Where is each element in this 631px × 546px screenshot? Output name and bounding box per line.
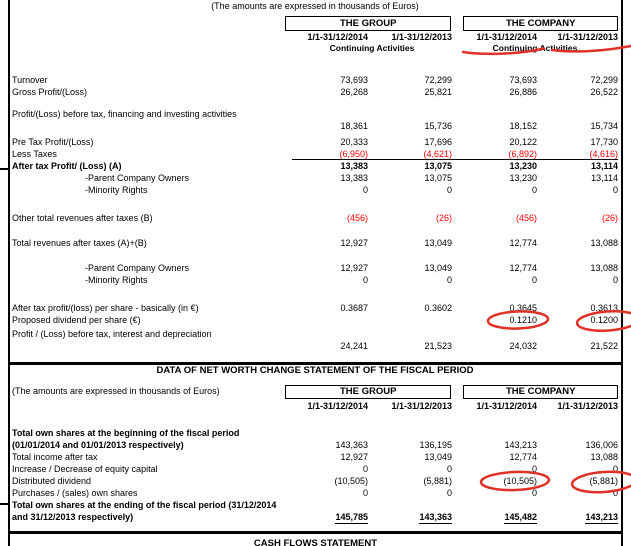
value: 21,522 — [590, 341, 618, 351]
row-label: After tax profit/(loss) per share - basically (in €) — [12, 303, 199, 313]
value: 143,363 — [335, 440, 368, 450]
value-cell — [452, 302, 537, 314]
value: 0 — [612, 464, 618, 474]
value: 143,213 — [585, 512, 618, 522]
row-label: Pre Tax Profit/(Loss) — [12, 137, 94, 147]
units-note: (The amounts are expressed in thousands of Euros) — [211, 1, 419, 11]
value-cell — [292, 487, 368, 499]
value-cell — [292, 184, 368, 196]
value: 15,734 — [590, 121, 618, 131]
value: 20,122 — [509, 137, 537, 147]
value: 0.3602 — [424, 303, 452, 313]
value: 72,299 — [590, 75, 618, 85]
value-cell — [452, 511, 537, 523]
period-header: 1/1-31/12/2013 — [557, 32, 618, 42]
spacer — [12, 196, 618, 212]
value-cell — [292, 439, 368, 451]
spacer — [12, 56, 618, 74]
value: (26) — [601, 213, 618, 223]
value: 136,006 — [585, 440, 618, 450]
table-row — [12, 328, 618, 340]
table-row — [12, 340, 618, 352]
value: 72,299 — [424, 75, 452, 85]
value-cell — [452, 74, 537, 86]
value: 24,241 — [340, 341, 368, 351]
value: 0 — [446, 488, 452, 498]
value: 0.1210 — [509, 315, 537, 325]
row-label: Proposed dividend per share (€) — [12, 315, 141, 325]
value: 13,230 — [509, 161, 537, 171]
value-cell — [537, 212, 618, 224]
spacer — [12, 43, 292, 56]
value-cell — [537, 451, 618, 463]
value-cell — [368, 511, 452, 523]
table-row — [12, 302, 618, 314]
value-cell — [368, 120, 452, 132]
value-cell — [368, 439, 452, 451]
value: 13,049 — [424, 452, 452, 462]
table-row — [12, 184, 618, 196]
row-label: Purchases / (sales) own shares — [12, 488, 138, 498]
value-cell — [368, 314, 452, 326]
value: (6,950) — [339, 149, 368, 159]
value: 0 — [612, 275, 618, 285]
table-row — [12, 499, 618, 511]
value: 0 — [612, 185, 618, 195]
value-cell — [452, 237, 537, 249]
value: 0.3645 — [509, 303, 537, 313]
value-cell — [368, 340, 452, 352]
net-worth-rows — [12, 412, 618, 523]
income-rows — [12, 56, 618, 352]
value: 0 — [446, 275, 452, 285]
value: 13,383 — [340, 161, 368, 171]
value-cell — [452, 274, 537, 286]
value-cell — [452, 172, 537, 184]
statement-content — [12, 0, 618, 523]
value: 0 — [362, 275, 368, 285]
value: 26,886 — [509, 87, 537, 97]
value-cell — [452, 148, 537, 160]
value: 25,821 — [424, 87, 452, 97]
value: 17,696 — [424, 137, 452, 147]
value: (4,621) — [423, 149, 452, 159]
value: 13,075 — [424, 161, 452, 171]
value: 12,774 — [509, 452, 537, 462]
section-separator-line — [8, 362, 623, 365]
period-header-row — [12, 400, 618, 412]
left-border-line — [8, 0, 10, 546]
spacer — [12, 31, 292, 43]
value-cell — [537, 184, 618, 196]
table-row — [12, 212, 618, 224]
column-group-headers — [12, 385, 618, 400]
table-row — [12, 172, 618, 184]
spacer — [12, 412, 618, 427]
table-row — [12, 108, 618, 120]
value-cell — [368, 451, 452, 463]
value: 0.3613 — [590, 303, 618, 313]
income-table — [12, 0, 618, 352]
spacer — [12, 249, 618, 262]
row-label: Total own shares at the beginning of the fiscal period — [12, 428, 240, 438]
value: 13,088 — [590, 452, 618, 462]
table-row — [12, 74, 618, 86]
value-cell — [537, 314, 618, 326]
value-cell — [368, 463, 452, 475]
value: 0 — [531, 185, 537, 195]
value: 13,088 — [590, 263, 618, 273]
value-cell — [537, 86, 618, 98]
table-row — [12, 120, 618, 132]
value-cell — [537, 262, 618, 274]
row-label: and 31/12/2013 respectively) — [12, 512, 134, 522]
section-title: DATA OF NET WORTH CHANGE STATEMENT OF THE FISCAL PERIOD — [156, 365, 474, 376]
value: 13,114 — [591, 173, 618, 183]
value: 0 — [446, 464, 452, 474]
value-cell — [292, 74, 368, 86]
value-cell — [452, 314, 537, 326]
spacer — [12, 400, 292, 412]
value-cell — [537, 120, 618, 132]
value: 0 — [531, 488, 537, 498]
table-row — [12, 439, 618, 451]
value: 0 — [362, 464, 368, 474]
value-cell — [452, 136, 537, 148]
value-cell — [452, 86, 537, 98]
row-label: After tax Profit/ (Loss) (A) — [12, 161, 122, 171]
value-cell — [537, 172, 618, 184]
value: 26,268 — [340, 87, 368, 97]
value-cell — [537, 511, 618, 523]
table-row — [12, 463, 618, 475]
value-cell — [292, 302, 368, 314]
value: 13,075 — [424, 173, 452, 183]
value-cell — [292, 340, 368, 352]
value-cell — [452, 340, 537, 352]
row-label: -Minority Rights — [85, 185, 148, 195]
value: 0 — [531, 464, 537, 474]
value: 15,736 — [424, 121, 452, 131]
value: 12,774 — [509, 263, 537, 273]
table-row — [12, 427, 618, 439]
group-header-box: THE GROUP — [285, 16, 451, 31]
value-cell — [292, 212, 368, 224]
value: 12,774 — [509, 238, 537, 248]
row-label: (01/01/2014 and 01/01/2013 respectively) — [12, 440, 184, 450]
units-note: (The amounts are expressed in thousands of Euros) — [12, 386, 220, 396]
value-cell — [537, 160, 618, 172]
table-row — [12, 314, 618, 326]
value: 20,333 — [340, 137, 368, 147]
value-cell — [292, 148, 368, 160]
row-label: Profit / (Loss) before tax, interest and depreciation — [12, 329, 212, 339]
value-cell — [452, 439, 537, 451]
value-cell — [452, 160, 537, 172]
value-cell — [537, 237, 618, 249]
period-header: 1/1-31/12/2014 — [307, 32, 368, 42]
value: 73,693 — [340, 75, 368, 85]
row-label — [12, 120, 292, 132]
spacer — [12, 377, 618, 385]
value-cell — [452, 451, 537, 463]
value: 12,927 — [340, 452, 368, 462]
continuing-activities-row — [12, 43, 618, 56]
value: (456) — [346, 213, 368, 223]
value: (5,881) — [589, 476, 618, 486]
value: 143,213 — [504, 440, 537, 450]
spacer — [12, 224, 618, 237]
value: 17,730 — [590, 137, 618, 147]
period-header: 1/1-31/12/2013 — [391, 401, 452, 411]
value-cell — [292, 262, 368, 274]
margin-tick — [0, 503, 9, 505]
value: (10,505) — [503, 476, 537, 486]
row-label: Distributed dividend — [12, 476, 92, 486]
table-row — [12, 511, 618, 523]
value-cell — [452, 184, 537, 196]
value: 26,522 — [590, 87, 618, 97]
value-cell — [537, 475, 618, 487]
value-cell — [368, 237, 452, 249]
value: 136,195 — [419, 440, 452, 450]
value: 13,114 — [590, 161, 618, 171]
value-cell — [292, 136, 368, 148]
value-cell — [452, 487, 537, 499]
value-cell — [292, 120, 368, 132]
value: 73,693 — [509, 75, 537, 85]
spacer — [451, 385, 463, 400]
value: 13,230 — [509, 173, 537, 183]
value: (456) — [515, 213, 537, 223]
value-cell — [368, 184, 452, 196]
value-cell — [292, 511, 368, 523]
value-cell — [368, 475, 452, 487]
row-label: Profit/(Loss) before tax, financing and investing activities — [12, 109, 237, 119]
value: (6,892) — [508, 149, 537, 159]
row-label — [12, 340, 292, 352]
company-header-box: THE COMPANY — [463, 385, 618, 399]
spacer — [12, 98, 618, 108]
column-group-headers — [12, 16, 618, 31]
value: 21,523 — [424, 341, 452, 351]
table-row — [12, 475, 618, 487]
value-cell — [537, 148, 618, 160]
row-label: Increase / Decrease of equity capital — [12, 464, 158, 474]
table-row — [12, 160, 618, 172]
value: (26) — [435, 213, 452, 223]
row-label: Total income after tax — [12, 452, 98, 462]
row-label: -Parent Company Owners — [85, 173, 190, 183]
table-row — [12, 262, 618, 274]
table-row — [12, 86, 618, 98]
value-cell — [292, 86, 368, 98]
row-label: Other total revenues after taxes (B) — [12, 213, 153, 223]
period-header: 1/1-31/12/2014 — [307, 401, 368, 411]
value-cell — [537, 302, 618, 314]
next-section-title: CASH FLOWS STATEMENT — [253, 538, 378, 546]
row-label: -Parent Company Owners — [85, 263, 190, 273]
company-header-box: THE COMPANY — [463, 16, 618, 31]
value-cell — [368, 487, 452, 499]
value-cell — [292, 160, 368, 172]
value: 13,088 — [590, 238, 618, 248]
value-cell — [452, 212, 537, 224]
value-cell — [537, 439, 618, 451]
group-header-box: THE GROUP — [285, 385, 451, 399]
value-cell — [368, 262, 452, 274]
table-row — [12, 451, 618, 463]
row-label: -Minority Rights — [85, 275, 148, 285]
row-label: Turnover — [12, 75, 48, 85]
value-cell — [537, 274, 618, 286]
value: 13,049 — [424, 263, 452, 273]
value: 18,152 — [509, 121, 537, 131]
table-row — [12, 487, 618, 499]
value-cell — [452, 120, 537, 132]
value: 12,927 — [340, 263, 368, 273]
right-border-line — [621, 0, 623, 546]
value-cell — [537, 487, 618, 499]
continuing-activities-label: Continuing Activities — [492, 43, 578, 53]
value-cell — [368, 74, 452, 86]
value-cell — [292, 237, 368, 249]
value: 12,927 — [340, 238, 368, 248]
period-header: 1/1-31/12/2014 — [476, 32, 537, 42]
value-cell — [368, 86, 452, 98]
value-cell — [292, 463, 368, 475]
value-cell — [368, 274, 452, 286]
period-header: 1/1-31/12/2013 — [557, 401, 618, 411]
table-row — [12, 148, 618, 160]
value: 145,482 — [504, 512, 537, 522]
value: 0.1200 — [590, 315, 618, 325]
value-cell — [368, 212, 452, 224]
value-cell — [537, 340, 618, 352]
value-cell — [368, 148, 452, 160]
table-row — [12, 274, 618, 286]
value: (10,505) — [334, 476, 368, 486]
value: 24,032 — [509, 341, 537, 351]
value: 143,363 — [419, 512, 452, 522]
value-cell — [368, 136, 452, 148]
value: 18,361 — [340, 121, 368, 131]
continuing-activities-label: Continuing Activities — [329, 43, 415, 53]
net-worth-table — [12, 385, 618, 523]
value-cell — [292, 451, 368, 463]
value-cell — [368, 172, 452, 184]
value: 0 — [531, 275, 537, 285]
row-label: Less Taxes — [12, 149, 57, 159]
value: 13,049 — [424, 238, 452, 248]
value-cell — [452, 262, 537, 274]
margin-tick — [0, 168, 9, 170]
value: 145,785 — [335, 512, 368, 522]
row-label: Gross Profit/(Loss) — [12, 87, 88, 97]
section-separator-line — [8, 531, 623, 534]
value-cell — [537, 136, 618, 148]
table-row — [12, 237, 618, 249]
value-cell — [292, 475, 368, 487]
value-cell — [537, 463, 618, 475]
value-cell — [292, 172, 368, 184]
value: 0 — [612, 488, 618, 498]
value: (4,616) — [589, 149, 618, 159]
row-label: Total revenues after taxes (A)+(B) — [12, 238, 147, 248]
value: 0.3687 — [340, 303, 368, 313]
value: 0 — [362, 488, 368, 498]
value: 0 — [362, 185, 368, 195]
value: (5,881) — [423, 476, 452, 486]
table-row — [12, 136, 618, 148]
spacer — [12, 286, 618, 302]
row-label: Total own shares at the ending of the fiscal period (31/12/2014 — [12, 500, 277, 510]
value-cell — [292, 314, 368, 326]
value: 13,383 — [340, 173, 368, 183]
period-header-row — [12, 31, 618, 43]
period-header: 1/1-31/12/2014 — [476, 401, 537, 411]
value-cell — [368, 302, 452, 314]
value-cell — [537, 74, 618, 86]
value-cell — [292, 274, 368, 286]
value-cell — [368, 160, 452, 172]
value-cell — [452, 475, 537, 487]
period-header: 1/1-31/12/2013 — [391, 32, 452, 42]
value-cell — [452, 463, 537, 475]
value: 0 — [446, 185, 452, 195]
